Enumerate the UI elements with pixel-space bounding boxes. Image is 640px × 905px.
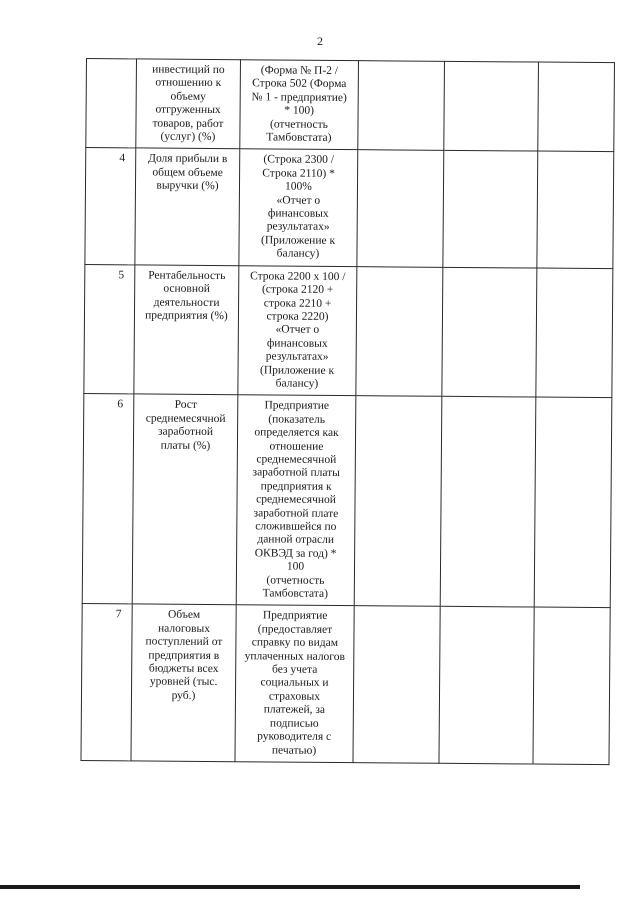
empty-cell bbox=[536, 268, 613, 398]
calculation-method: Предприятие (показатель определяется как отношение среднемесячной заработной платы предприятия к среднемесячной заработной плате сложившейся по данной отрасли ОКВЭД за год) * 100 (отчетность Тамбовстата) bbox=[236, 395, 356, 606]
empty-cell bbox=[354, 396, 442, 607]
calculation-method: Предприятие (предоставляет справку по видам уплаченных налогов без учета социальных и страховых платежей, за подписью руководителя с печатью) bbox=[235, 605, 354, 762]
calculation-method: (Форма № П-2 / Строка 502 (Форма № 1 - предприятие) * 100) (отчетность Тамбовстата) bbox=[240, 60, 359, 150]
indicator-name: Рентабельность основной деятельности предприятия (%) bbox=[134, 265, 239, 395]
empty-cell bbox=[440, 397, 536, 608]
table-row bbox=[86, 59, 615, 153]
empty-cell bbox=[534, 397, 612, 608]
indicator-name: Объем налоговых поступлений от предприятия в бюджеты всех уровней (тыс. руб.) bbox=[131, 604, 236, 761]
empty-cell bbox=[444, 61, 539, 151]
calculation-method: Строка 2200 х 100 / (строка 2120 + строка 2210 + строка 2220) «Отчет о финансовых результатах» (Приложение к балансу) bbox=[238, 265, 357, 396]
table-row bbox=[81, 604, 610, 765]
indicators-table bbox=[80, 58, 615, 765]
empty-cell bbox=[443, 151, 538, 268]
indicator-name: Доля прибыли в общем объеме выручки (%) bbox=[135, 148, 240, 265]
table-row bbox=[85, 148, 614, 268]
empty-cell bbox=[538, 62, 615, 152]
empty-cell bbox=[537, 151, 614, 268]
empty-cell bbox=[442, 267, 537, 397]
table-row bbox=[84, 264, 613, 398]
row-number bbox=[86, 59, 137, 149]
empty-cell bbox=[439, 607, 534, 764]
table-row bbox=[82, 394, 612, 608]
row-number: 7 bbox=[81, 604, 132, 761]
row-number: 6 bbox=[82, 394, 134, 604]
empty-cell bbox=[353, 606, 440, 763]
row-number: 4 bbox=[85, 148, 136, 265]
page-number: 2 bbox=[317, 34, 323, 48]
row-number: 5 bbox=[84, 264, 135, 394]
empty-cell bbox=[357, 150, 444, 267]
empty-cell bbox=[358, 61, 445, 151]
empty-cell bbox=[533, 607, 610, 764]
calculation-method: (Строка 2300 / Строка 2110) * 100% «Отчет о финансовых результатах» (Приложение к балансу) bbox=[239, 149, 358, 266]
empty-cell bbox=[356, 266, 443, 396]
indicator-name: инвестиций по отношению к объему отгруженных товаров, работ (услуг) (%) bbox=[136, 59, 241, 149]
indicator-name: Рост среднемесячной заработной платы (%) bbox=[132, 394, 238, 605]
bottom-rule bbox=[0, 885, 580, 889]
